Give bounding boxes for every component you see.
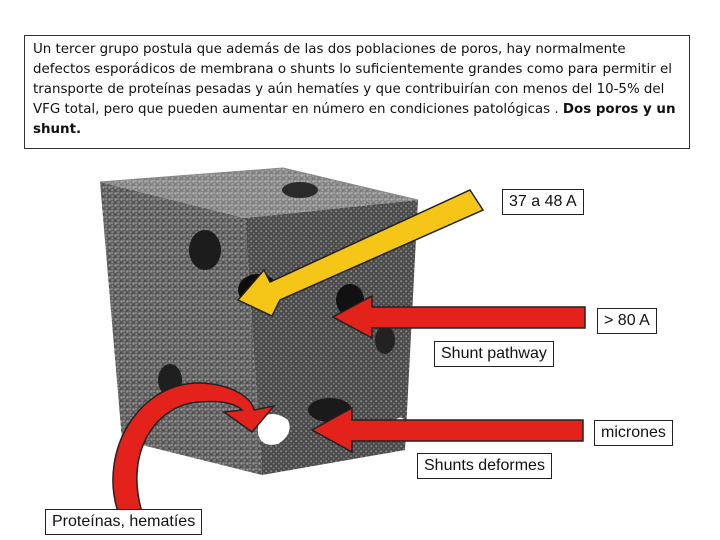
red-arrow-shunt: [312, 408, 583, 452]
label-large-pore: > 80 A: [597, 308, 657, 334]
pore-top: [282, 182, 318, 198]
label-small-pore: 37 a 48 A: [502, 189, 584, 215]
pore-right-mid: [375, 326, 395, 354]
description-text: Un tercer grupo postula que además de las dos poblaciones de poros, hay normalmente defectos esporádicos de membrana o shunts lo suficientemente grandes como para permitir el transporte de proteínas pesadas y aún hematíes y que contribuirían con menos del 10-5% del VFG total, pero que pueden aumentar en número en condiciones patológicas .: [33, 42, 672, 117]
label-proteins: Proteínas, hematíes: [45, 509, 202, 535]
label-shunt-pathway: Shunt pathway: [434, 341, 554, 367]
label-microns: micrones: [594, 420, 673, 446]
red-arrow-large-pore: [333, 296, 585, 338]
label-shunts-deformes: Shunts deformes: [417, 453, 552, 479]
description-emphasis: Dos poros y un shunt.: [33, 102, 676, 137]
pore-large-left: [189, 230, 221, 270]
